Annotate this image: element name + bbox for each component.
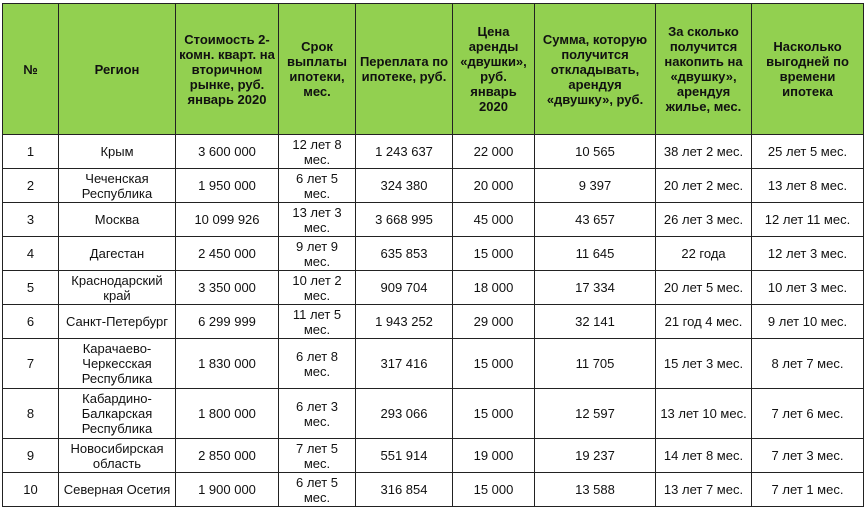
header-mortgage-term: Срок выплаты ипотеки, мес. [279,4,356,135]
cell-mortgage-term: 7 лет 5 мес. [279,439,356,473]
cell-region: Новосибирская область [59,439,176,473]
cell-monthly-savings: 43 657 [535,203,656,237]
cell-monthly-savings: 12 597 [535,389,656,439]
header-overpayment: Переплата по ипотеке, руб. [356,4,453,135]
cell-saving-time: 22 года [656,237,752,271]
cell-overpayment: 3 668 995 [356,203,453,237]
cell-mortgage-advantage: 9 лет 10 мес. [752,305,864,339]
cell-region: Москва [59,203,176,237]
cell-rent-price: 19 000 [453,439,535,473]
cell-saving-time: 13 лет 10 мес. [656,389,752,439]
cell-region: Северная Осетия [59,473,176,507]
cell-mortgage-advantage: 25 лет 5 мес. [752,135,864,169]
table-row [3,439,864,473]
cell-apartment-price: 3 350 000 [176,271,279,305]
cell-number: 5 [3,271,59,305]
cell-rent-price: 15 000 [453,237,535,271]
table-row [3,135,864,169]
cell-overpayment: 551 914 [356,439,453,473]
cell-mortgage-term: 12 лет 8 мес. [279,135,356,169]
cell-number: 9 [3,439,59,473]
header-rent-price: Цена аренды «двушки», руб. январь 2020 [453,4,535,135]
table-row [3,237,864,271]
cell-overpayment: 293 066 [356,389,453,439]
table-row [3,203,864,237]
cell-number: 10 [3,473,59,507]
cell-overpayment: 317 416 [356,339,453,389]
cell-mortgage-advantage: 7 лет 6 мес. [752,389,864,439]
cell-apartment-price: 1 830 000 [176,339,279,389]
cell-saving-time: 26 лет 3 мес. [656,203,752,237]
cell-mortgage-advantage: 7 лет 1 мес. [752,473,864,507]
cell-region: Санкт-Петербург [59,305,176,339]
cell-monthly-savings: 11 705 [535,339,656,389]
table-row [3,305,864,339]
cell-apartment-price: 6 299 999 [176,305,279,339]
header-apartment-price: Стоимость 2-комн. кварт. на вторичном рынке, руб. январь 2020 [176,4,279,135]
cell-overpayment: 635 853 [356,237,453,271]
header-row [3,4,864,135]
header-saving-time: За сколько получится накопить на «двушку», арендуя жилье, мес. [656,4,752,135]
cell-number: 1 [3,135,59,169]
table-row [3,389,864,439]
cell-mortgage-advantage: 12 лет 3 мес. [752,237,864,271]
cell-rent-price: 18 000 [453,271,535,305]
cell-mortgage-advantage: 13 лет 8 мес. [752,169,864,203]
cell-monthly-savings: 10 565 [535,135,656,169]
cell-mortgage-term: 6 лет 5 мес. [279,169,356,203]
cell-apartment-price: 10 099 926 [176,203,279,237]
cell-number: 3 [3,203,59,237]
table-row [3,473,864,507]
cell-apartment-price: 1 950 000 [176,169,279,203]
cell-region: Крым [59,135,176,169]
cell-rent-price: 20 000 [453,169,535,203]
cell-rent-price: 15 000 [453,339,535,389]
cell-overpayment: 324 380 [356,169,453,203]
cell-number: 4 [3,237,59,271]
cell-saving-time: 38 лет 2 мес. [656,135,752,169]
cell-mortgage-term: 6 лет 5 мес. [279,473,356,507]
cell-region: Чеченская Республика [59,169,176,203]
table-row [3,271,864,305]
cell-apartment-price: 1 900 000 [176,473,279,507]
cell-overpayment: 909 704 [356,271,453,305]
cell-rent-price: 45 000 [453,203,535,237]
cell-monthly-savings: 9 397 [535,169,656,203]
cell-mortgage-advantage: 12 лет 11 мес. [752,203,864,237]
cell-monthly-savings: 32 141 [535,305,656,339]
cell-region: Дагестан [59,237,176,271]
cell-rent-price: 15 000 [453,473,535,507]
cell-mortgage-term: 9 лет 9 мес. [279,237,356,271]
cell-monthly-savings: 13 588 [535,473,656,507]
table-row [3,339,864,389]
cell-rent-price: 15 000 [453,389,535,439]
cell-mortgage-advantage: 10 лет 3 мес. [752,271,864,305]
cell-rent-price: 22 000 [453,135,535,169]
cell-number: 6 [3,305,59,339]
cell-saving-time: 20 лет 2 мес. [656,169,752,203]
mortgage-vs-rent-table [2,3,864,507]
cell-saving-time: 15 лет 3 мес. [656,339,752,389]
cell-mortgage-advantage: 8 лет 7 мес. [752,339,864,389]
cell-region: Кабардино-Балкарская Республика [59,389,176,439]
table-header [3,4,864,135]
cell-rent-price: 29 000 [453,305,535,339]
cell-overpayment: 316 854 [356,473,453,507]
cell-saving-time: 21 год 4 мес. [656,305,752,339]
cell-saving-time: 13 лет 7 мес. [656,473,752,507]
cell-number: 7 [3,339,59,389]
cell-apartment-price: 1 800 000 [176,389,279,439]
cell-number: 2 [3,169,59,203]
cell-mortgage-advantage: 7 лет 3 мес. [752,439,864,473]
header-mortgage-advantage: Насколько выгодней по времени ипотека [752,4,864,135]
cell-saving-time: 20 лет 5 мес. [656,271,752,305]
cell-region: Краснодарский край [59,271,176,305]
header-monthly-savings: Сумма, которую получится откладывать, арендуя «двушку», руб. [535,4,656,135]
cell-saving-time: 14 лет 8 мес. [656,439,752,473]
cell-monthly-savings: 19 237 [535,439,656,473]
header-region: Регион [59,4,176,135]
cell-overpayment: 1 243 637 [356,135,453,169]
cell-monthly-savings: 17 334 [535,271,656,305]
cell-number: 8 [3,389,59,439]
table-row [3,169,864,203]
cell-mortgage-term: 10 лет 2 мес. [279,271,356,305]
cell-apartment-price: 2 450 000 [176,237,279,271]
table-body [3,135,864,507]
cell-mortgage-term: 13 лет 3 мес. [279,203,356,237]
cell-mortgage-term: 11 лет 5 мес. [279,305,356,339]
cell-mortgage-term: 6 лет 3 мес. [279,389,356,439]
cell-overpayment: 1 943 252 [356,305,453,339]
cell-apartment-price: 3 600 000 [176,135,279,169]
cell-mortgage-term: 6 лет 8 мес. [279,339,356,389]
cell-monthly-savings: 11 645 [535,237,656,271]
cell-region: Карачаево-Черкесская Республика [59,339,176,389]
header-number: № [3,4,59,135]
cell-apartment-price: 2 850 000 [176,439,279,473]
